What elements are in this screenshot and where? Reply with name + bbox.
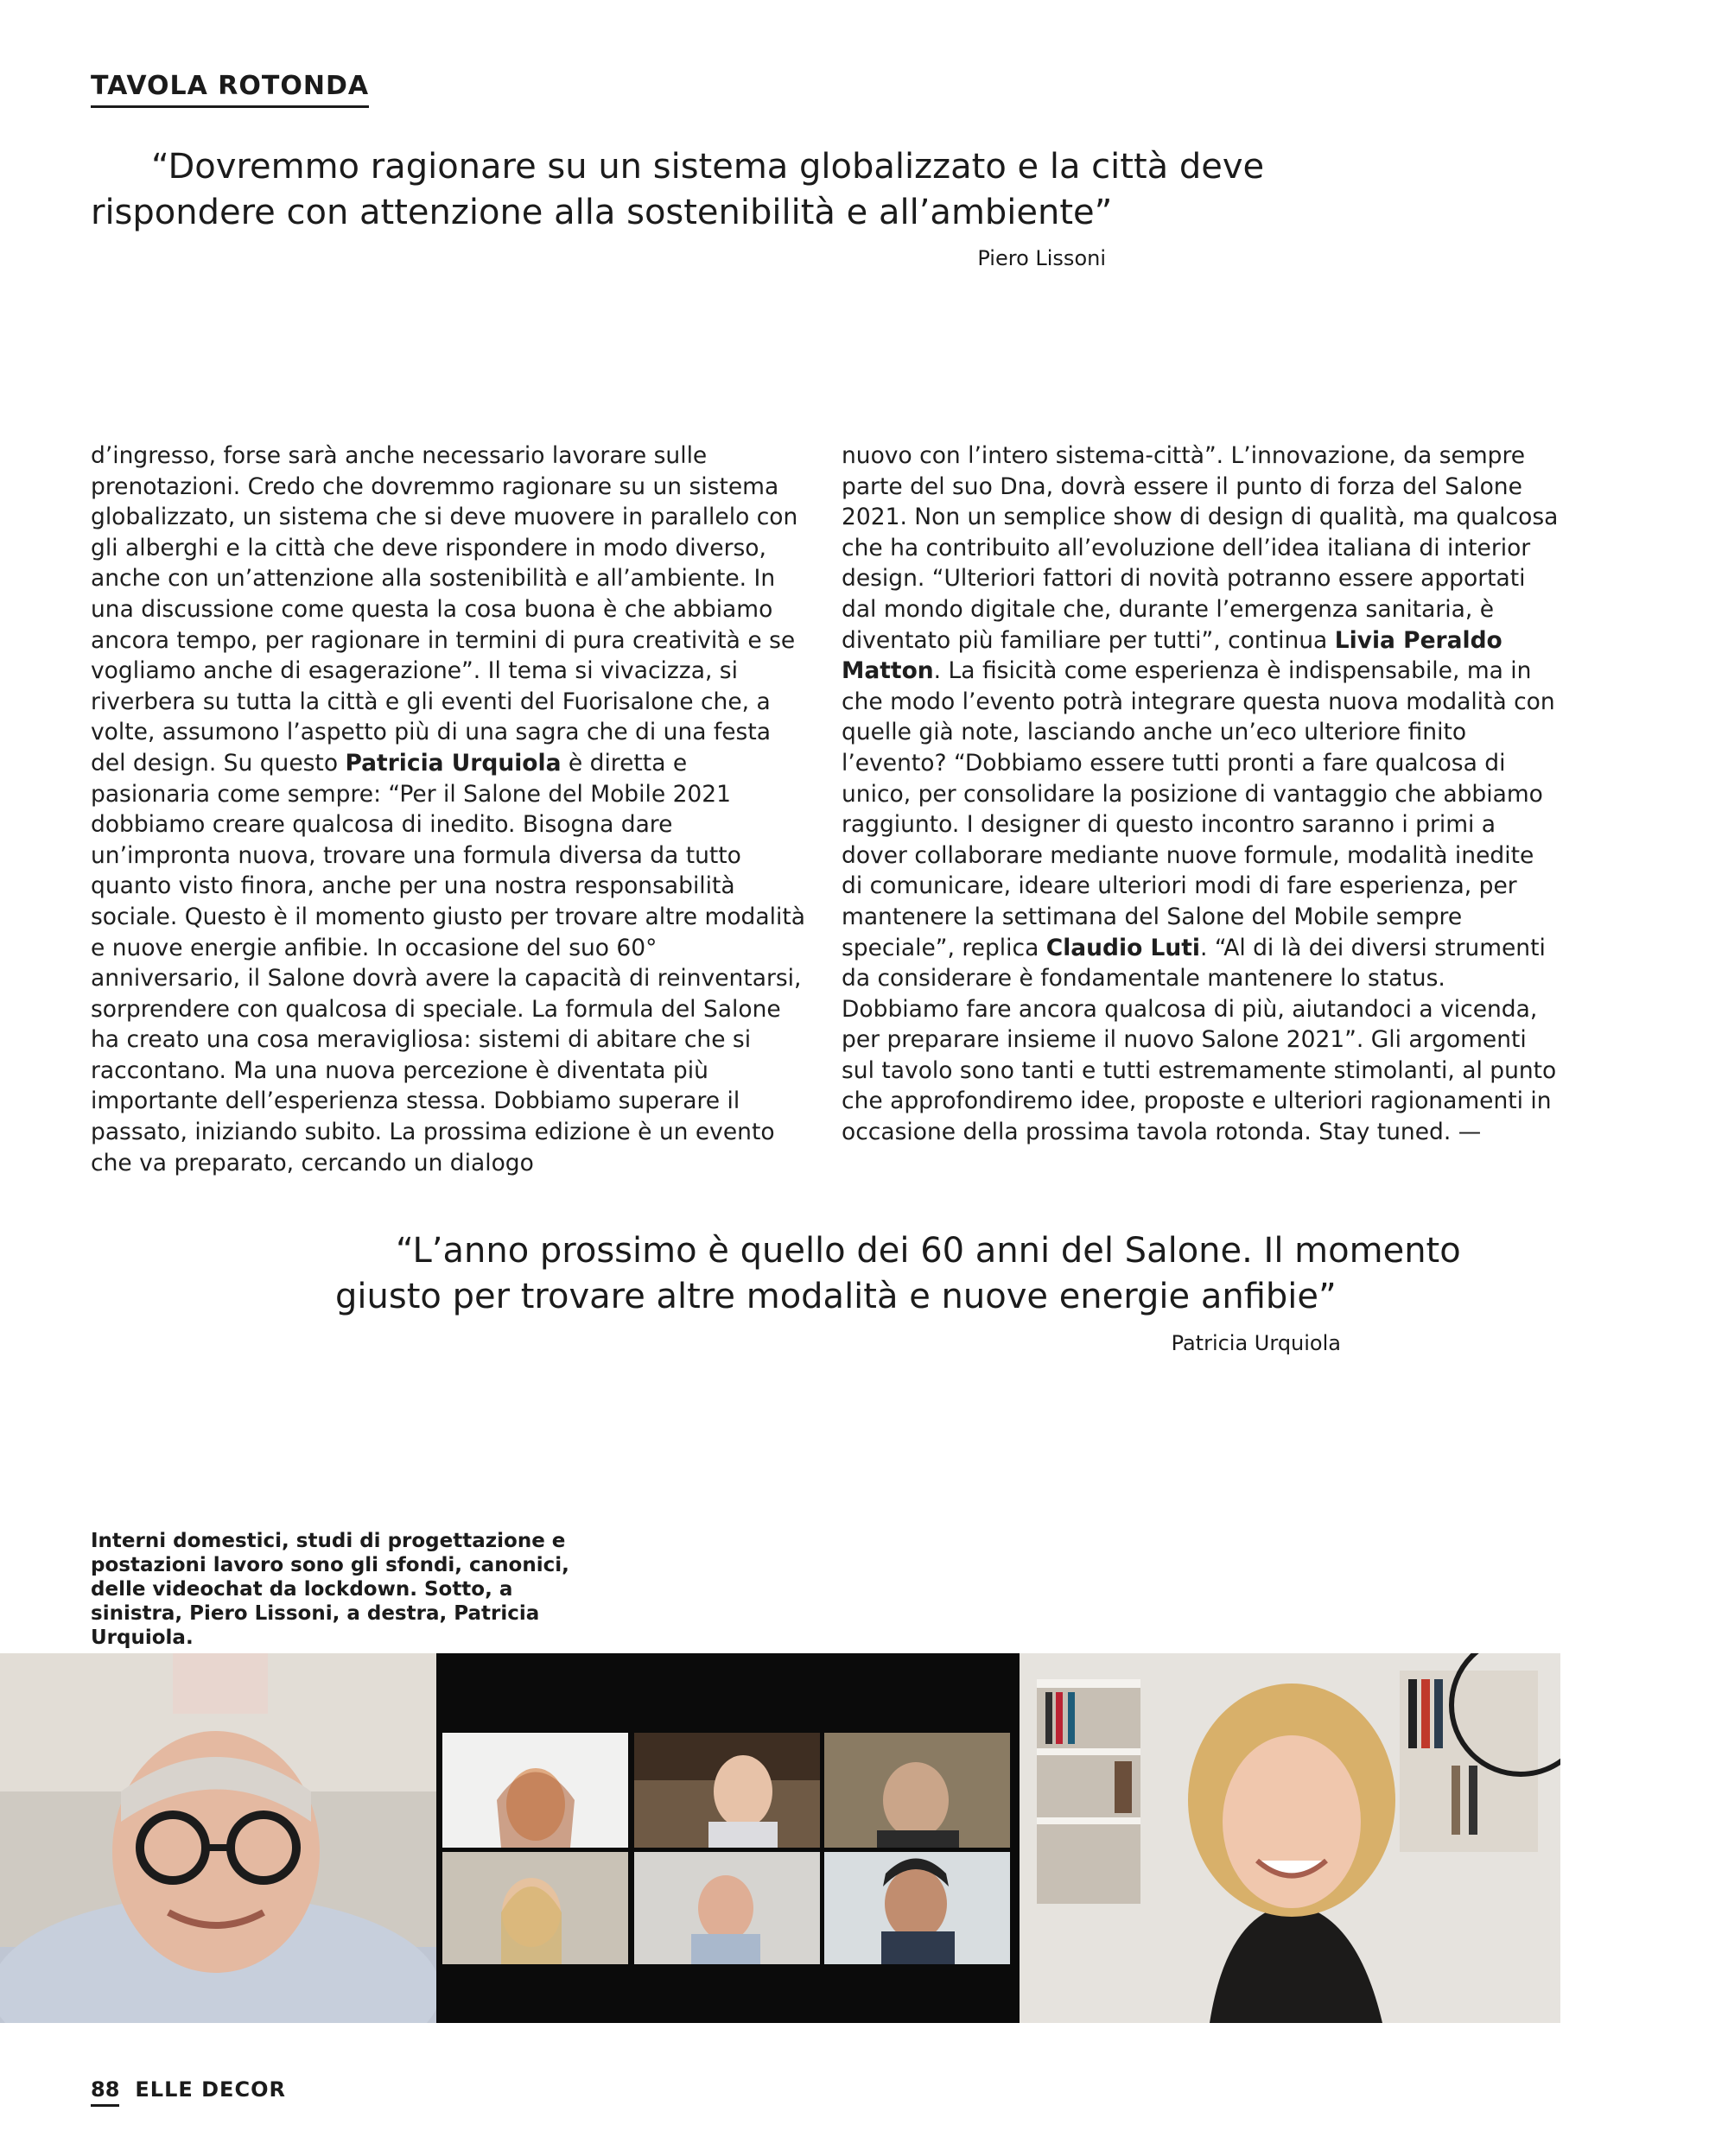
photo-patricia-urquiola [1020, 1653, 1560, 2023]
person-name-claudio-luti: Claudio Luti [1045, 934, 1201, 961]
person-name-patricia-urquiola: Patricia Urquiola [345, 749, 562, 777]
photo-caption: Interni domestici, studi di progettazione e postazioni lavoro sono gli sfondi, canonici, delle videochat da lockdown. Sotto, a sinistra, Piero Lissoni, a destra, Patricia Urquiola. [91, 1530, 569, 1649]
article-right-text-3: . “Al di là dei diversi strumenti da considerare è fondamentale mantenere lo status. Dobbiamo fare ancora qualcosa di più, aiutandoci a vicenda, per preparare insieme il nuovo Salone 2021”. Gli argomenti sul tavolo sono tanti e tutti estremamente stimolanti, al punto che approfondiremo idee, proposte e ulteriori ragionamenti in occasione della prossima tavola rotonda. Stay tuned. — [842, 934, 1557, 1146]
pull-quote-top-line1: “Dovremmo ragionare su un sistema globalizzato e la città deve [151, 147, 1265, 187]
article-left-text-2: è diretta e pasionaria come sempre: “Per il Salone del Mobile 2021 dobbiamo creare qualcosa di inedito. Bisogna dare un’impronta nuova, trovare una formula diversa da tutto quanto visto finora, anche per una nostra responsabilità sociale. Questo è il momento giusto per trovare altre modalità e nuove energie anfibie. In occasione del suo 60° anniversario, il Salone dovrà avere la capacità di reinventarsi, sorprendere con qualcosa di speciale. La formula del Salone ha creato una cosa meravigliosa: sistemi di abitare che si raccontano. Ma una nuova percezione è diventata più importante dell’esperienza stessa. Dobbiamo superare il passato, iniziando subito. La prossima edizione è un evento che va preparato, cercando un dialogo [91, 749, 805, 1176]
pull-quote-top [91, 144, 1300, 236]
article-right-text-1: nuovo con l’intero sistema-città”. L’innovazione, da sempre parte del suo Dna, dovrà essere il punto di forza del Salone 2021. Non un semplice show di design di qualità, ma qualcosa che ha contribuito all’evoluzione dell’idea italiana di interior design. “Ulteriori fattori di novità potranno essere apportati dal mondo digitale che, durante l’emergenza sanitaria, è diventato più familiare per tutti”, continua [842, 442, 1559, 654]
article-right-text-2: . La fisicità come esperienza è indispensabile, ma in che modo l’evento potrà integrare questa nuova modalità con quelle già note, lasciando anche un’eco ulteriore finito l’evento? “Dobbiamo essere tutti pronti a fare qualcosa di unico, per consolidare la posizione di vantaggio che abbiamo raggiunto. I designer di questo incontro saranno i primi a dover collaborare mediante nuove formule, modalità inedite di comunicare, ideare ulteriori modi di fare esperienza, per mantenere la settimana del Salone del Mobile sempre speciale”, replica [842, 657, 1555, 961]
page-footer [91, 2077, 286, 2102]
article-left-text-1: d’ingresso, forse sarà anche necessario lavorare sulle prenotazioni. Credo che dovremmo ragionare su un sistema globalizzato, un sistema che si deve muovere in parallelo con gli alberghi e la città che deve rispondere in modo diverso, anche con un’attenzione alla sostenibilità e all’ambiente. In una discussione come questa la cosa buona è che abbiamo ancora tempo, per ragionare in termini di pura creatività e se vogliamo anche di esagerazione”. Il tema si vivacizza, si riverbera su tutta la città e gli eventi del Fuorisalone che, a volte, assumono l’aspetto più di una sagra che di una festa del design. Su questo [91, 442, 798, 777]
magazine-name: ELLE DECOR [135, 2077, 286, 2102]
page-number: 88 [91, 2077, 119, 2107]
article-column-right [842, 441, 1559, 1148]
pull-quote-middle-attribution: Patricia Urquiola [1171, 1331, 1341, 1355]
pull-quote-top-attribution: Piero Lissoni [977, 246, 1106, 270]
pull-quote-middle [335, 1228, 1519, 1320]
photo-piero-lissoni [0, 1653, 441, 2023]
pull-quote-middle-line2: giusto per trovare altre modalità e nuove energie anfibie” [335, 1277, 1337, 1316]
pull-quote-middle-line1: “L’anno prossimo è quello dei 60 anni del Salone. Il momento [396, 1231, 1461, 1271]
section-label: TAVOLA ROTONDA [91, 69, 369, 108]
photo-videochat-grid [436, 1653, 1020, 2023]
pull-quote-top-line2: rispondere con attenzione alla sostenibilità e all’ambiente” [91, 193, 1113, 232]
videochat-photo-strip [0, 1653, 1560, 2023]
person-name-livia-peraldo-matton: Livia Peraldo Matton [842, 626, 1502, 685]
article-column-left [91, 441, 808, 1178]
